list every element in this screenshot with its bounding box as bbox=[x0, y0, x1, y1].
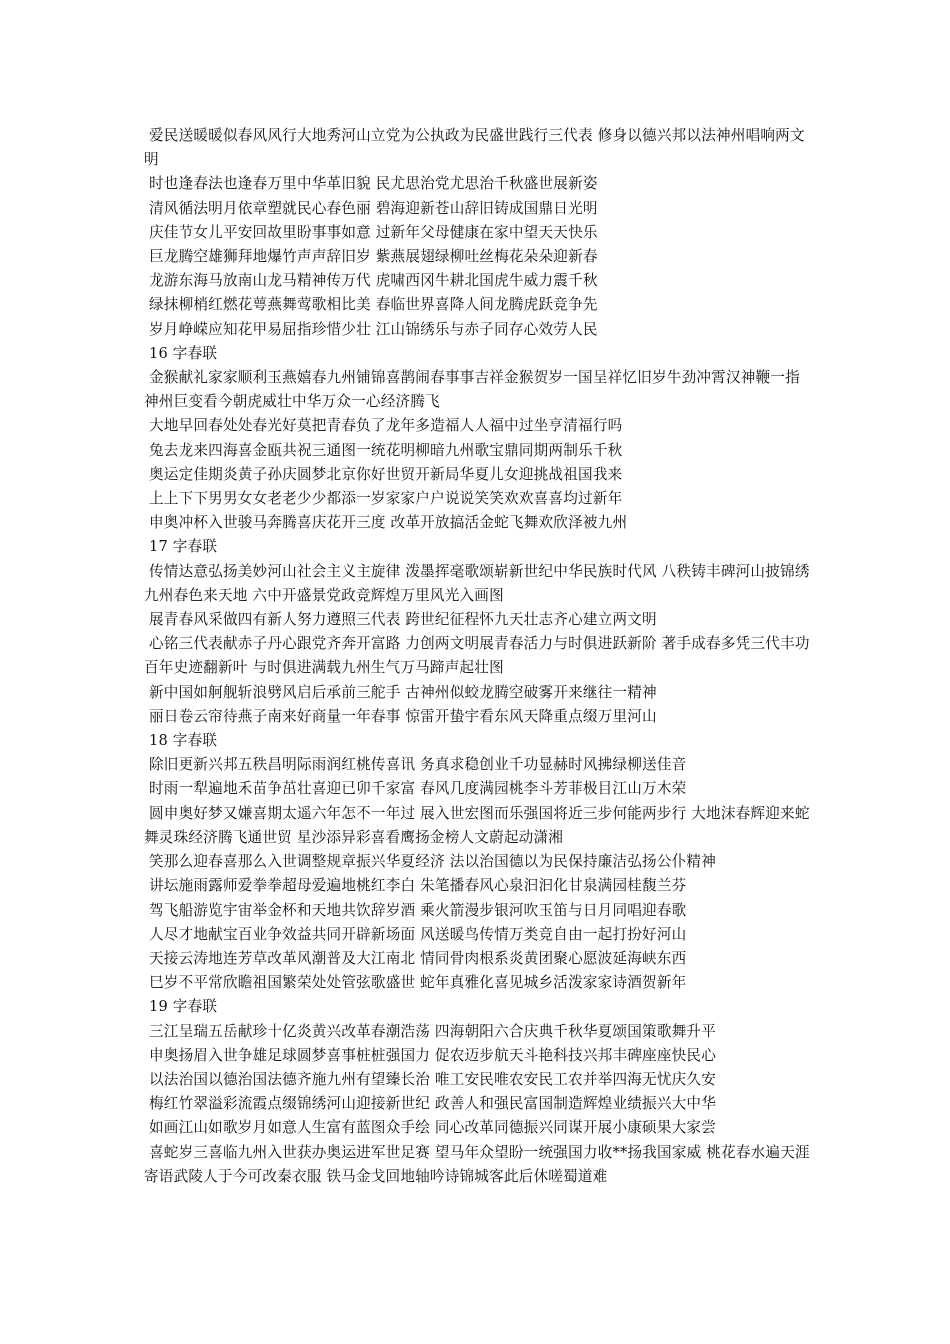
couplet-paragraph: 三江呈瑞五岳献珍十亿炎黄兴改革春潮浩荡 四海朝阳六合庆典千秋华夏颂国策歌舞升平 bbox=[149, 1022, 717, 1040]
couplet-paragraph: 新中国如舸舰斩浪劈风启后承前三舵手 古神州似蛟龙腾空破雾开来继往一精神 bbox=[149, 683, 657, 701]
couplet-paragraph: 心铭三代表献赤子丹心跟党齐奔开富路 力创两文明展青春活力与时俱进跃新阶 著手成春多凭三代丰功百年史迹翻新叶 与时俱进满载九州生气万马蹄声起壮图 bbox=[144, 635, 810, 677]
couplet-paragraph: 除旧更新兴邦五秩昌明际雨润红桃传喜讯 务真求稳创业千功显赫时风拂绿柳送佳音 bbox=[149, 756, 687, 774]
couplet-paragraph: 金猴献礼家家顺利玉燕嬉春九州铺锦喜鹊闹春事事吉祥金猴贺岁一国呈祥忆旧岁牛劲冲霄汉神鞭一指神州巨变看今朝虎威壮中华万众一心经济腾飞 bbox=[144, 369, 800, 411]
couplet-paragraph: 奥运定佳期炎黄子孙庆圆梦北京你好世贸开新局华夏儿女迎挑战祖国我来 bbox=[149, 465, 623, 483]
couplet-paragraph: 讲坛施雨露师爱拳拳超母爱遍地桃红李白 朱笔播春风心泉汩汩化甘泉满园桂馥兰芬 bbox=[149, 877, 687, 895]
couplet-paragraph: 展青春风采做四有新人努力遵照三代表 跨世纪征程怀九天壮志齐心建立两文明 bbox=[149, 611, 657, 629]
section-heading: 18 字春联 bbox=[149, 732, 218, 750]
section-heading: 19 字春联 bbox=[149, 998, 218, 1016]
couplet-paragraph: 丽日卷云帘待燕子南来好商量一年春事 惊雷开蛰宇看东风天降重点缀万里河山 bbox=[149, 707, 657, 725]
couplet-paragraph: 岁月峥嵘应知花甲易屈指珍惜少壮 江山锦绣乐与赤子同存心效劳人民 bbox=[149, 320, 598, 338]
couplet-paragraph: 绿抹柳梢红燃花萼燕舞莺歌相比美 春临世界喜降人间龙腾虎跃竞争先 bbox=[149, 296, 598, 314]
couplet-paragraph: 如画江山如歌岁月如意人生富有蓝图众手绘 同心改革同德振兴同谋开展小康硕果大家尝 bbox=[149, 1119, 717, 1137]
couplet-paragraph: 时也逢春法也逢春万里中华革旧貌 民尤思治党尤思治千秋盛世展新姿 bbox=[149, 175, 598, 193]
couplet-paragraph: 笑那么迎春喜那么入世调整规章振兴华夏经济 法以治国德以为民保持廉洁弘扬公仆精神 bbox=[149, 853, 717, 871]
couplet-paragraph: 梅红竹翠溢彩流霞点缀锦绣河山迎接新世纪 政善人和强民富国制造辉煌业绩振兴大中华 bbox=[149, 1095, 717, 1113]
couplet-paragraph: 清风循法明月依章塑就民心春色丽 碧海迎新苍山辞旧铸成国鼎日光明 bbox=[149, 199, 598, 217]
section-heading: 17 字春联 bbox=[149, 538, 218, 556]
couplet-paragraph: 以法治国以德治国法德齐施九州有望臻长治 唯工安民唯农安民工农并举四海无忧庆久安 bbox=[149, 1070, 717, 1088]
couplet-paragraph: 庆佳节女儿平安回故里盼事事如意 过新年父母健康在家中望天天快乐 bbox=[149, 223, 598, 241]
couplet-paragraph: 申奥扬眉入世争雄足球圆梦喜事桩桩强国力 促农迈步航天斗艳科技兴邦丰碑座座快民心 bbox=[149, 1046, 717, 1064]
couplet-paragraph: 兔去龙来四海喜金瓯共祝三通图一统花明柳暗九州歌宝鼎同期两制乐千秋 bbox=[149, 441, 623, 459]
couplet-paragraph: 天接云涛地连芳草改革风潮普及大江南北 情同骨肉根系炎黄团聚心愿波延海峡东西 bbox=[149, 949, 687, 967]
couplet-paragraph: 上上下下男男女女老老少少都添一岁家家户户说说笑笑欢欢喜喜均过新年 bbox=[149, 490, 623, 508]
couplet-paragraph: 传情达意弘扬美妙河山社会主义主旋律 泼墨挥毫歌颂崭新世纪中华民族时代风 八秩铸丰碑河山披锦绣九州春色来天地 六中开盛景党政竞辉煌万里风光入画图 bbox=[144, 562, 810, 604]
couplet-paragraph: 时雨一犁遍地禾苗争茁壮喜迎已卯千家富 春风几度满园桃李斗芳菲极目江山万木荣 bbox=[149, 780, 687, 798]
couplet-paragraph: 人尽才地献宝百业争效益共同开辟新场面 风送暖鸟传情万类竞自由一起打扮好河山 bbox=[149, 925, 687, 943]
couplet-paragraph: 爱民送暖暖似春风风行大地秀河山立党为公执政为民盛世践行三代表 修身以德兴邦以法神州唱响两文明 bbox=[144, 127, 805, 169]
couplet-paragraph: 巨龙腾空雄狮拜地爆竹声声辞旧岁 紫燕展翅绿柳吐丝梅花朵朵迎新春 bbox=[149, 248, 598, 266]
couplet-paragraph: 圆申奥好梦又嫌喜期太遥六年怎不一年过 展入世宏图而乐强国将近三步何能两步行 大地沫春辉迎来蛇舞灵珠经济腾飞通世贸 星沙添异彩喜看鹰扬金榜人文蔚起动潇湘 bbox=[144, 804, 810, 846]
couplet-paragraph: 喜蛇岁三喜临九州入世获办奥运进军世足赛 望马年众望盼一统强国力收**扬我国家威 桃花春水遍天涯寄语武陵人于今可改秦衣服 铁马金戈回地轴吟诗锦城客此后休嗟蜀道难 bbox=[144, 1143, 810, 1185]
couplet-paragraph: 巳岁不平常欣瞻祖国繁荣处处管弦歌盛世 蛇年真雅化喜见城乡活泼家家诗酒贺新年 bbox=[149, 974, 687, 992]
couplet-paragraph: 申奥冲杯入世骏马奔腾喜庆花开三度 改革开放搞活金蛇飞舞欢欣泽被九州 bbox=[149, 514, 628, 532]
document-page bbox=[144, 124, 814, 1189]
couplet-paragraph: 龙游东海马放南山龙马精神传万代 虎啸西冈牛耕北国虎牛威力震千秋 bbox=[149, 272, 598, 290]
couplet-paragraph: 大地早回春处处春光好莫把青春负了龙年多造福人人福中过坐亨清福行吗 bbox=[149, 417, 623, 435]
couplet-paragraph: 驾飞船游览宇宙举金杯和天地共饮辞岁酒 乘火箭漫步银河吹玉笛与日月同唱迎春歌 bbox=[149, 901, 687, 919]
section-heading: 16 字春联 bbox=[149, 344, 218, 362]
